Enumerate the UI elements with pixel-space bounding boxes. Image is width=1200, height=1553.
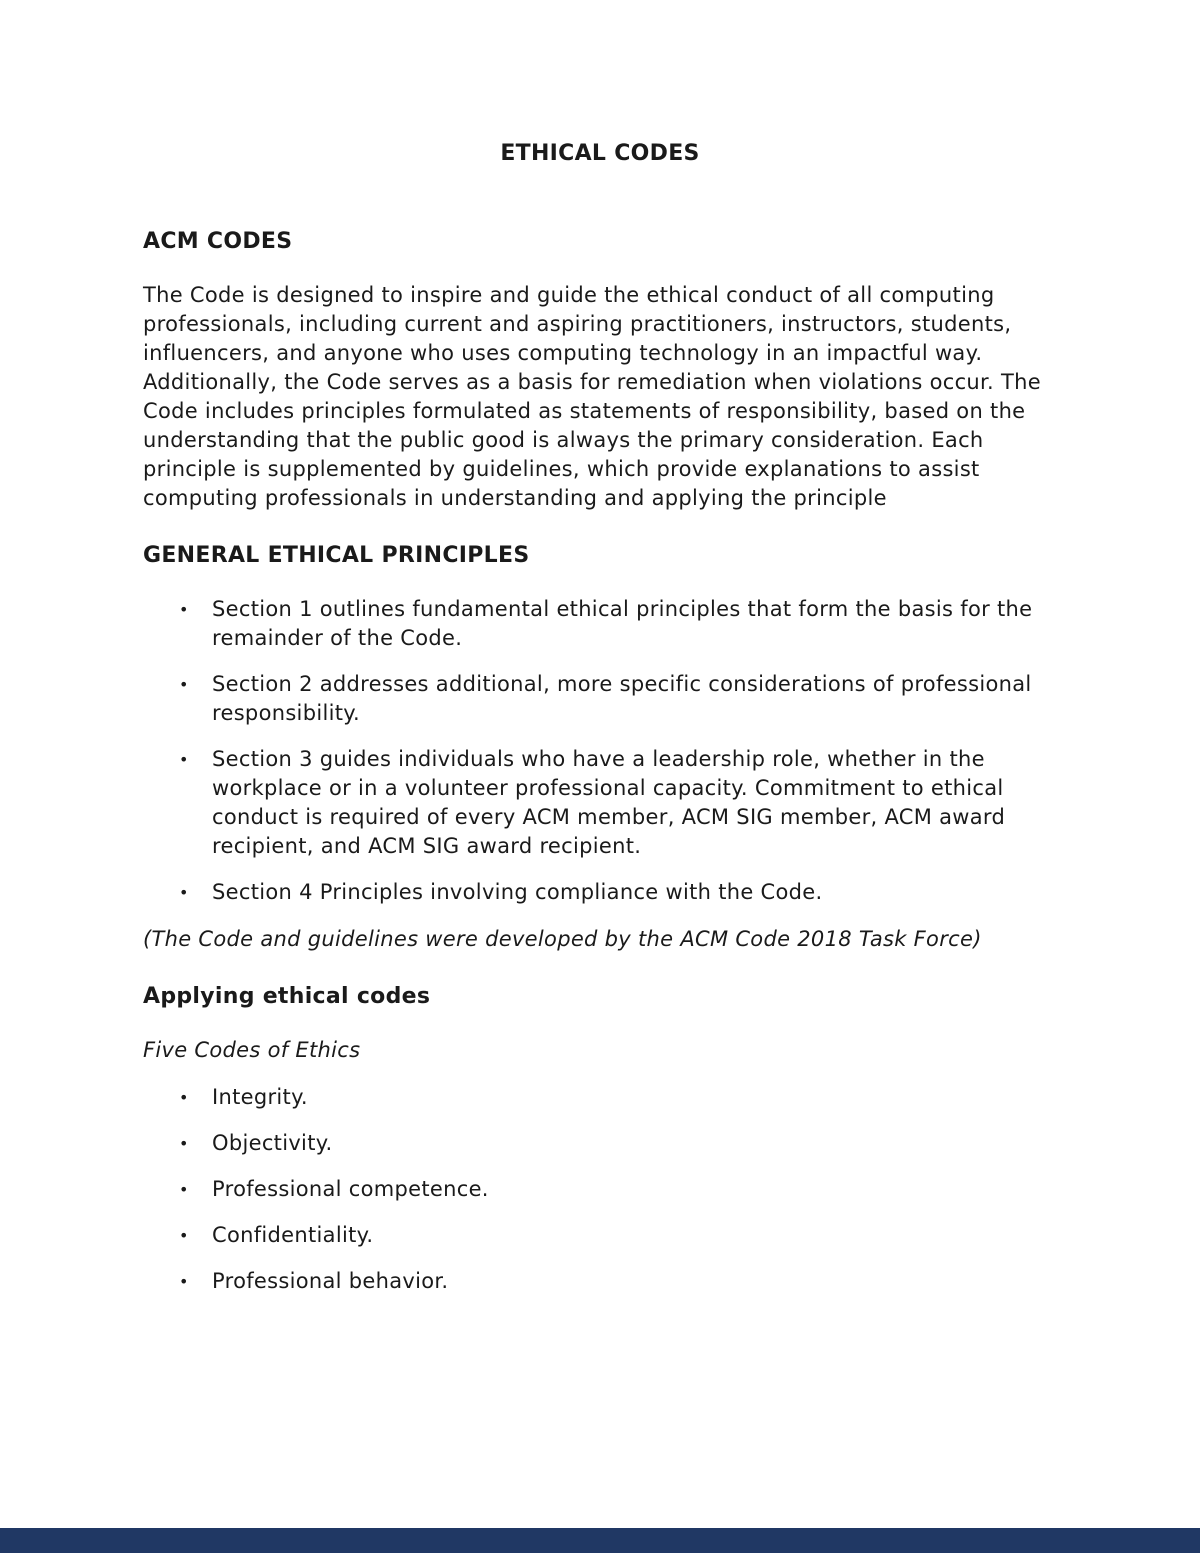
footer-bar <box>0 1528 1200 1553</box>
principles-list <box>143 595 1057 907</box>
acm-codes-paragraph: The Code is designed to inspire and guide the ethical conduct of all computing professionals, including current and aspiring practitioners, instructors, students, influencers, and anyone who uses computing technology in an impactful way. Additionally, the Code serves as a basis for remediation when violations occur. The Code includes principles formulated as statements of responsibility, based on the understanding that the public good is always the primary consideration. Each principle is supplemented by guidelines, which provide explanations to assist computing professionals in understanding and applying the principle <box>143 283 1041 510</box>
five-codes-subheading: Five Codes of Ethics <box>143 1038 361 1062</box>
applying-ethical-codes-heading: Applying ethical codes <box>143 984 431 1009</box>
bullet-item-section-2: • Section 2 addresses additional, more specific considerations of professional responsibility. <box>212 670 1057 728</box>
bullet-item-confidentiality: • Confidentiality. <box>212 1221 1057 1250</box>
bullet-item-section-3: • Section 3 guides individuals who have a leadership role, whether in the workplace or in a volunteer professional capacity. Commitment to ethical conduct is required of every ACM member, ACM SIG member, ACM award recipient, and ACM SIG award recipient. <box>212 745 1057 861</box>
task-force-note: (The Code and guidelines were developed by the ACM Code 2018 Task Force) <box>143 927 982 951</box>
bullet-item-section-4: • Section 4 Principles involving compliance with the Code. <box>212 878 1057 907</box>
bullet-item-objectivity: • Objectivity. <box>212 1129 1057 1158</box>
bullet-item-integrity: • Integrity. <box>212 1083 1057 1112</box>
document-title: ETHICAL CODES <box>500 141 700 166</box>
general-principles-heading: GENERAL ETHICAL PRINCIPLES <box>143 543 530 568</box>
bullet-item-section-1: • Section 1 outlines fundamental ethical principles that form the basis for the remainder of the Code. <box>212 595 1057 653</box>
bullet-item-professional-competence: • Professional competence. <box>212 1175 1057 1204</box>
bullet-item-professional-behavior: • Professional behavior. <box>212 1267 1057 1296</box>
acm-codes-heading: ACM CODES <box>143 229 293 254</box>
codes-of-ethics-list <box>143 1083 1057 1296</box>
